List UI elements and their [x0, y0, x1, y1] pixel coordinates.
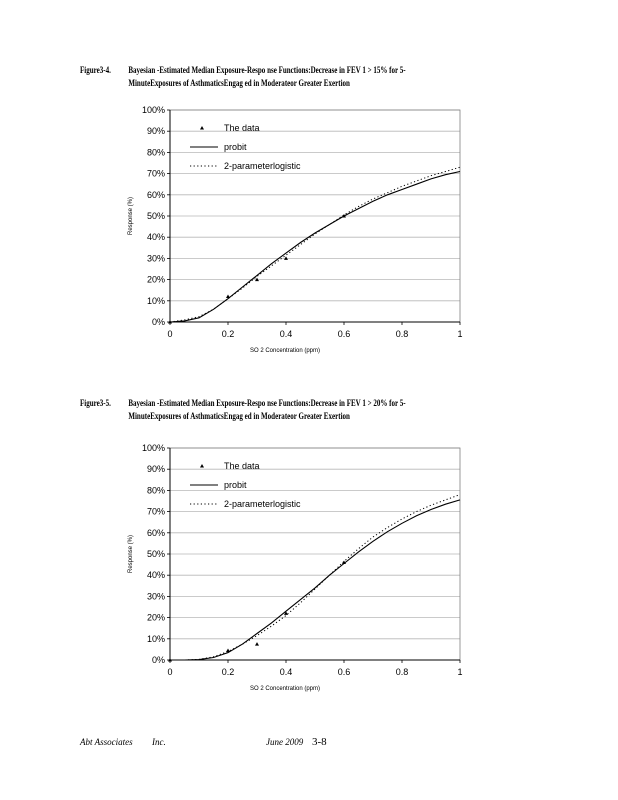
x-axis-label: SO 2 Concentration (ppm) [249, 686, 321, 692]
y-tick-label: 70% [146, 168, 165, 179]
x-tick-label: 0.6 [337, 667, 351, 677]
x-tick-label: 0.8 [395, 667, 409, 677]
y-tick-label: 60% [146, 527, 165, 538]
y-tick-label: 10% [146, 295, 165, 306]
y-tick-label: 50% [146, 211, 165, 221]
y-tick-label: 70% [146, 506, 165, 517]
y-tick-label: 90% [146, 464, 165, 475]
x-tick-label: 0.4 [279, 667, 293, 677]
series-line-probit [170, 500, 460, 660]
x-axis-label: SO 2 Concentration (ppm) [249, 348, 321, 354]
legend-label-data: The data [224, 461, 260, 471]
y-tick-label: 50% [146, 549, 165, 559]
chart-svg [120, 100, 480, 360]
y-tick-label: 10% [146, 633, 165, 644]
legend-marker-data [200, 126, 204, 130]
x-tick-label: 0.2 [221, 329, 235, 339]
x-tick-label: 1 [457, 667, 463, 677]
y-axis-label: Response (%) [128, 534, 134, 574]
y-tick-label: 30% [146, 591, 165, 602]
legend-label-probit: probit [224, 142, 247, 152]
series-line-logistic [170, 167, 460, 322]
y-axis-label: Response (%) [128, 196, 134, 236]
figure-label: Figure3-5. [80, 398, 111, 408]
footer-company-suffix: Inc. [152, 737, 166, 747]
series-line-probit [170, 172, 460, 323]
figure-caption-1 [80, 64, 406, 90]
y-tick-label: 90% [146, 126, 165, 137]
y-tick-label: 20% [146, 274, 165, 285]
x-tick-label: 0.8 [395, 329, 409, 339]
x-tick-label: 0.4 [279, 329, 293, 339]
legend-label-data: The data [224, 123, 260, 133]
y-tick-label: 20% [146, 612, 165, 623]
legend-label-logistic: 2-parameterlogistic [224, 499, 301, 509]
figure-label: Figure3-4. [80, 65, 111, 75]
chart-figure-3-5 [120, 438, 480, 698]
legend-label-probit: probit [224, 480, 247, 490]
footer-page-number: 3-8 [312, 736, 327, 748]
legend-marker-data [200, 464, 204, 468]
x-tick-label: 0 [167, 329, 173, 339]
x-tick-label: 1 [457, 329, 463, 339]
caption-line-1: Bayesian -Estimated Median Exposure-Respo nse Functions:Decrease in FEV 1 > 20% for 5- [128, 398, 406, 408]
y-tick-label: 80% [146, 485, 165, 496]
chart-figure-3-4 [120, 100, 480, 360]
y-tick-label: 80% [146, 147, 165, 158]
x-tick-label: 0.6 [337, 329, 351, 339]
caption-line-2: MinuteExposures of AsthmaticsEngag ed in Moderateor Greater Exertion [128, 411, 350, 421]
legend-label-logistic: 2-parameterlogistic [224, 161, 301, 171]
y-tick-label: 60% [146, 189, 165, 200]
y-tick-label: 100% [141, 443, 165, 453]
footer-company: Abt Associates [80, 737, 133, 747]
y-tick-label: 40% [146, 232, 165, 243]
caption-line-2: MinuteExposures of AsthmaticsEngag ed in Moderateor Greater Exertion [128, 78, 350, 88]
x-tick-label: 0.2 [221, 667, 235, 677]
x-tick-label: 0 [167, 667, 173, 677]
y-tick-label: 100% [141, 105, 165, 115]
y-tick-label: 30% [146, 253, 165, 264]
data-point [226, 295, 230, 299]
y-tick-label: 40% [146, 570, 165, 581]
y-tick-label: 0% [151, 655, 165, 665]
data-point [255, 642, 259, 646]
data-point [226, 648, 230, 652]
series-line-logistic [170, 495, 460, 660]
figure-caption-2 [80, 397, 406, 423]
chart-svg [120, 438, 480, 698]
footer-date: June 2009 [266, 737, 304, 747]
y-tick-label: 0% [151, 317, 165, 327]
caption-line-1: Bayesian -Estimated Median Exposure-Respo nse Functions:Decrease in FEV 1 > 15% for 5- [128, 65, 406, 75]
